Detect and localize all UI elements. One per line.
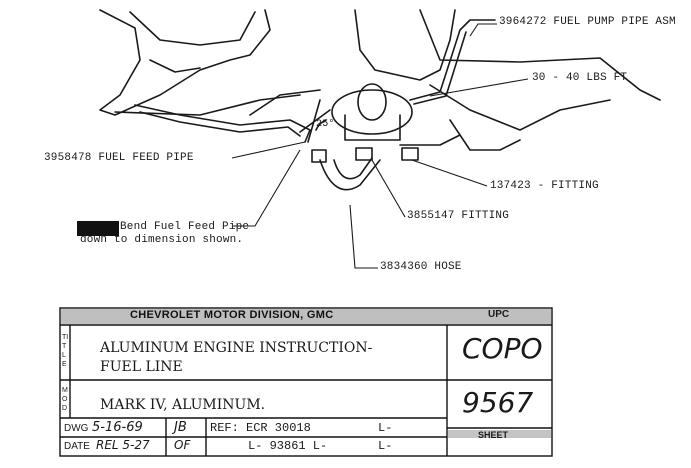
title-line-2: FUEL LINE — [100, 359, 183, 375]
upc-label: UPC — [488, 309, 510, 320]
upc-value: COPO — [462, 332, 543, 365]
title-side-label: TITLE — [62, 334, 69, 368]
l-right-1: L- — [378, 421, 393, 435]
ref-label: REF: ECR 30018 — [210, 421, 311, 435]
dwg-initials: JB — [174, 420, 187, 435]
dwg-label: DWG — [64, 423, 89, 434]
title-block-header: CHEVROLET MOTOR DIVISION, GMC — [130, 309, 334, 321]
date-value: REL 5-27 — [96, 438, 150, 452]
date-initials: OF — [174, 438, 191, 452]
callout-fuel-feed-pipe: 3958478 FUEL FEED PIPE — [44, 152, 194, 164]
bend-note-line2: down to dimension shown. — [80, 234, 244, 246]
bend-note-line1: Bend Fuel Feed Pipe — [120, 221, 250, 233]
callout-fitting-3855147: 3855147 FITTING — [407, 210, 510, 222]
fuel-feed-pipe — [135, 105, 310, 142]
callout-fuel-pump-pipe: 3964272 FUEL PUMP PIPE ASM — [499, 16, 676, 28]
callout-hose: 3834360 HOSE — [380, 261, 462, 273]
mod-side-label: MOD — [62, 387, 68, 412]
date-label: DATE — [64, 441, 90, 452]
mod-value: MARK IV, ALUMINUM. — [100, 397, 266, 413]
hose — [320, 160, 380, 190]
callout-angle: 25° — [316, 119, 335, 130]
code-value: 9567 — [462, 386, 534, 419]
l-right-2: L- — [378, 439, 393, 453]
callout-fitting-137423: 137423 - FITTING — [490, 180, 599, 192]
dwg-value: 5-16-69 — [92, 420, 143, 435]
title-line-1: ALUMINUM ENGINE INSTRUCTION- — [100, 340, 373, 356]
sheet-label: SHEET — [478, 430, 509, 440]
engine-block — [355, 10, 455, 80]
callout-torque: 30 - 40 LBS FT — [532, 72, 628, 84]
intake-manifold — [100, 10, 270, 115]
ref-value: L- 93861 L- — [248, 439, 328, 453]
